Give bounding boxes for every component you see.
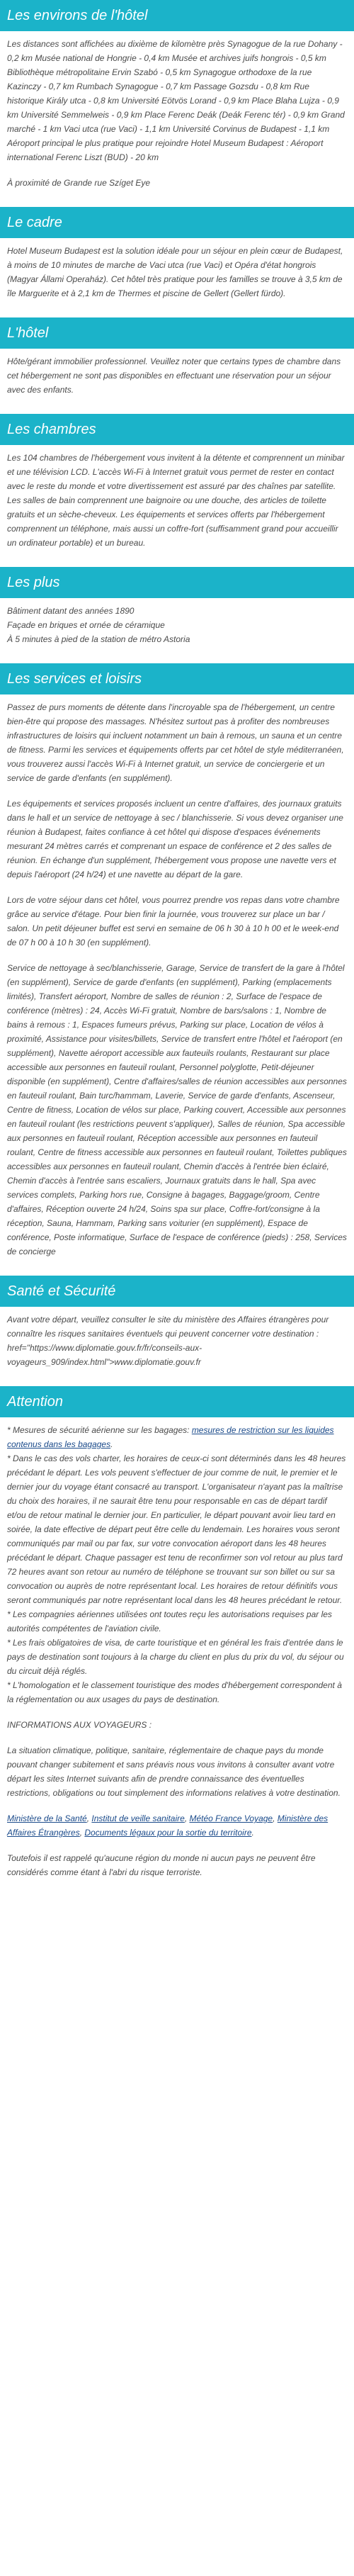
section-title-services: Les services et loisirs [0, 663, 354, 694]
environs-distances-text: Les distances sont affichées au dixième de kilomètre près Synagogue de la rue Dohany - 0,2 km Musée national de Hongrie - 0,4 km Musée et archives juifs hongrois - 0,5 km Bibliothèque métropolitaine Ervin Szabó - 0,5 km Synagogue orthodoxe de la rue Kazinczy - 0,7 km Rumbach Synagogue - 0,7 km Passage Gozsdu - 0,8 km Rue historique Király utca - 0,8 km Université Eötvös Lorand - 0,9 km Place Blaha Lujza - 0,9 km Université Semmelweis - 0,9 km Place Ferenc Deák (Deák Ferenc tér) - 0,9 km Grand marché - 1 km Vaci utca (rue Vaci) - 1,1 km Université Corvinus de Budapest - 1,1 km Aéroport principal le plus pratique pour rejoindre Hotel Museum Budapest : Aéroport international Ferenc Liszt (BUD) - 20 km [7, 39, 345, 162]
list-item: Façade en briques et ornée de céramique [7, 620, 165, 630]
terror-risk-text: Toutefois il est rappelé qu'aucune région du monde ni aucun pays ne peuvent être considérés comme étant à l'abri du risque terroriste. [7, 1853, 316, 1877]
section-body-services [0, 694, 354, 1276]
section-title-plus: Les plus [0, 567, 354, 598]
services-dining-text: Lors de votre séjour dans cet hôtel, vous pourrez prendre vos repas dans votre chambre grâce au service d'étage. Pour bien finir la journée, vous trouverez sur place un bar / salon. Un petit déjeuner buffet est servi en semaine de 06 h 30 à 10 h 00 et le week-end de 07 h 00 à 10 h 30 (en supplément). [7, 895, 340, 947]
link-ministere-sante[interactable]: Ministère de la Santé [7, 1813, 87, 1823]
link-liquides-restriction[interactable]: mesures de restriction sur les liquides contenus dans les bagages [7, 1425, 334, 1449]
cadre-text: Hotel Museum Budapest est la solution idéale pour un séjour en plein cœur de Budapest, à moins de 10 minutes de marche de Vaci utca (rue Vaci) et Opéra d'état hongrois (Magyar Állami Operaház). Cet hôtel très pratique pour les familles se trouve à 3,5 km de île Marguerite et à 2,1 km de Thermes et piscine de Gellert (Gellert fürdo). [7, 246, 343, 298]
section-body-securite [0, 1307, 354, 1386]
section-chambres [0, 414, 354, 567]
section-plus [0, 567, 354, 663]
note-baggage-suffix: . [110, 1439, 113, 1449]
section-body-chambres [0, 445, 354, 567]
note-airlines-text: * Les compagnies aériennes utilisées ont toutes reçu les autorisations requises par les autorités compétentes de l'aviation civile. [7, 1609, 332, 1633]
note-fees-text: * Les frais obligatoires de visa, de carte touristique et en général les frais d'entrée dans le pays de destination sont toujours à la charge du client en plus du prix du vol, du séjour ou du circuit déjà réglés. [7, 1638, 344, 1676]
plus-list [7, 604, 347, 646]
list-item: Bâtiment datant des années 1890 [7, 606, 135, 616]
list-item: À 5 minutes à pied de la station de métro Astoria [7, 634, 190, 644]
securite-text: Avant votre départ, veuillez consulter le site du ministère des Affaires étrangères pour connaître les risques sanitaires éventuels qui peuvent concerner votre destination : href="https://www.diplomatie.gouv.fr/fr/conseils-aux-voyageurs_909/index.html">www.diplomatie.gouv.fr [7, 1315, 329, 1367]
environs-nearby-text: À proximité de Grande rue Szíget Eye [7, 178, 151, 188]
section-title-securite: Santé et Sécurité [0, 1276, 354, 1307]
services-business-text: Les équipements et services proposés incluent un centre d'affaires, des journaux gratuits dans le hall et un service de nettoyage à sec / blanchisserie. Si vous devez organiser une réunion à Budapest, faites confiance à cet hôtel qui dispose d'espaces événements mesurant 24 mètres carrés et comprenant un espace de conférence et 2 des salles de réunion. En échange d'un supplément, l'hébergement vous propose une navette vers et depuis l'aéroport (24 h/24) et une navette au départ de la gare. [7, 799, 343, 879]
services-amenities-list: Service de nettoyage à sec/blanchisserie, Garage, Service de transfert de la gare à l'hôtel (en supplément), Service de garde d'enfants (en supplément), Parking (emplacements limités), Transfert aéroport, Nombre de salles de réunion : 2, Surface de l'espace de conférence (mètres) : 24, Accès Wi-Fi gratuit, Nombre de bars/salons : 1, Nombre de bains à remous : 1, Espaces fumeurs prévus, Parking sur place, Location de vélos à proximité, Assistance pour visites/billets, Service de transfert entre l'hôtel et l'aéroport (en supplément), Navette aéroport accessible aux fauteuils roulants, Restaurant sur place accessible aux personnes en fauteuil roulant, Personnel polyglotte, Petit-déjeuner disponible (en supplément), Centre d'affaires/salles de réunion accessibles aux personnes en fauteuil roulant, Bain turc/hammam, Laverie, Service de garde d'enfants, Ascenseur, Centre de fitness, Location de vélos sur place, Parking couvert, Accessible aux personnes en fauteuil roulant (les restrictions peuvent s'appliquer), Salles de réunion, Spa accessible aux personnes en fauteuil roulant, Réception accessible aux personnes en fauteuil roulant, Centre de fitness accessible aux personnes en fauteuil roulant, Toilettes publiques accessibles aux personnes en fauteuil roulant, Chemin d'accès à l'entrée bien éclairé, Chemin d'accès à l'entrée sans escaliers, Journaux gratuits dans le hall, Spa avec services complets, Parking hors rue, Consigne à bagages, Baggage/groom, Centre d'affaires, Réception ouverte 24 h/24, Soins spa sur place, Coffre-fort/consigne à la réception, Sauna, Hammam, Parking sans voiturier (en supplément), Espace de conférence, Poste informatique, Surface de l'espace de conférence (pieds) : 258, Services de concierge [7, 963, 347, 1256]
section-body-cadre [0, 238, 354, 317]
section-title-cadre: Le cadre [0, 207, 354, 238]
section-title-environs: Les environs de l'hôtel [0, 0, 354, 31]
links-final-dot: . [251, 1828, 254, 1838]
section-body-attention [0, 1417, 354, 1896]
link-meteo-france[interactable]: Météo France Voyage [189, 1813, 273, 1823]
section-attention [0, 1386, 354, 1896]
link-separator: , [184, 1813, 190, 1823]
section-hotel [0, 317, 354, 414]
note-classification-text: * L'homologation et le classement touristique des modes d'hébergement correspondent à la réglementation ou aux usages du pays de destination. [7, 1680, 342, 1704]
link-affaires-etrangeres[interactable]: Ministère des Affaires Étrangères [7, 1813, 329, 1838]
link-separator: , [273, 1813, 278, 1823]
hotel-text: Hôte/gérant immobilier professionnel. Veuillez noter que certains types de chambre dans cet hébergement ne sont pas disponibles en effectuant une réservation pour un séjour avec des enfants. [7, 356, 341, 395]
section-body-environs [0, 31, 354, 207]
info-voyageurs-heading: INFORMATIONS AUX VOYAGEURS : [7, 1720, 152, 1730]
note-charter-text: * Dans le cas des vols charter, les horaires de ceux-ci sont déterminés dans les 48 heures précédant le départ. Les vols peuvent s'effectuer de jour comme de nuit, le premier et le dernier jour du voyage étant consacré au transport. L'organisateur n'ayant pas la maîtrise du choix des horaires, il ne saurait être tenu pour responsable en cas de départ tardif et/ou de retour matinal le dernier jour. En particulier, le départ pouvant avoir lieu tard en soirée, la date effective de départ peut être celle du lendemain. Les horaires vous seront communiqués par mail ou par fax, sur votre convocation aéroport dans les 48 heures précédant le départ. Chaque passager est tenu de reconfirmer son vol retour au plus tard 72 heures avant son retour au numéro de téléphone se trouvant sur son billet ou sur sa convocation ou auprès de notre représentant local. Les horaires de retour définitifs vous seront communiqués par notre représentant local dans les 48 heures précédant le retour. [7, 1453, 346, 1605]
section-title-attention: Attention [0, 1386, 354, 1417]
section-services [0, 663, 354, 1276]
services-spa-text: Passez de purs moments de détente dans l'incroyable spa de l'hébergement, un centre bien-être qui propose des massages. N'hésitez surtout pas à profiter des nombreuses infrastructures de loisirs qui incluent notamment un bain à remous, un sauna et un centre de fitness. Parmi les services et équipements offerts par cet hôtel de style méditerranéen, vous trouverez aussi l'accès Wi-Fi à Internet gratuit, un service de conciergerie et un service de garde d'enfants (en supplément). [7, 702, 344, 783]
chambres-text: Les 104 chambres de l'hébergement vous invitent à la détente et comprennent un minibar et une télévision LCD. L'accès Wi-Fi à Internet gratuit vous permet de rester en contact avec le reste du monde et votre divertissement est assuré par des chaînes par satellite. Les salles de bain comprennent une baignoire ou une douche, des articles de toilette gratuits et un sèche-cheveux. Les équipements et services offerts par l'hébergement comprennent un téléphone, mais aussi un coffre-fort (suffisamment grand pour accueillir un ordinateur portable) et un bureau. [7, 453, 345, 548]
attention-notes [7, 1423, 347, 1706]
link-separator: , [86, 1813, 92, 1823]
info-links [7, 1811, 347, 1840]
link-veille-sanitaire[interactable]: Institut de veille sanitaire [91, 1813, 185, 1823]
info-voyageurs-text: La situation climatique, politique, sanitaire, réglementaire de chaque pays du monde pouvant changer subitement et sans préavis nous vous invitons à consulter avant votre départ les sites Internet suivants afin de prendre connaissance des éventuelles restrictions, obligations ou tout simplement des informations relatives à votre destination. [7, 1745, 341, 1798]
section-body-plus [0, 598, 354, 663]
section-environs [0, 0, 354, 207]
note-baggage-prefix: * Mesures de sécurité aérienne sur les bagages: [7, 1425, 192, 1435]
section-body-hotel [0, 349, 354, 414]
link-documents-legaux[interactable]: Documents légaux pour la sortie du territoire [84, 1828, 252, 1838]
link-separator: , [79, 1828, 85, 1838]
section-cadre [0, 207, 354, 317]
section-title-chambres: Les chambres [0, 414, 354, 445]
section-title-hotel: L'hôtel [0, 317, 354, 349]
section-securite [0, 1276, 354, 1386]
